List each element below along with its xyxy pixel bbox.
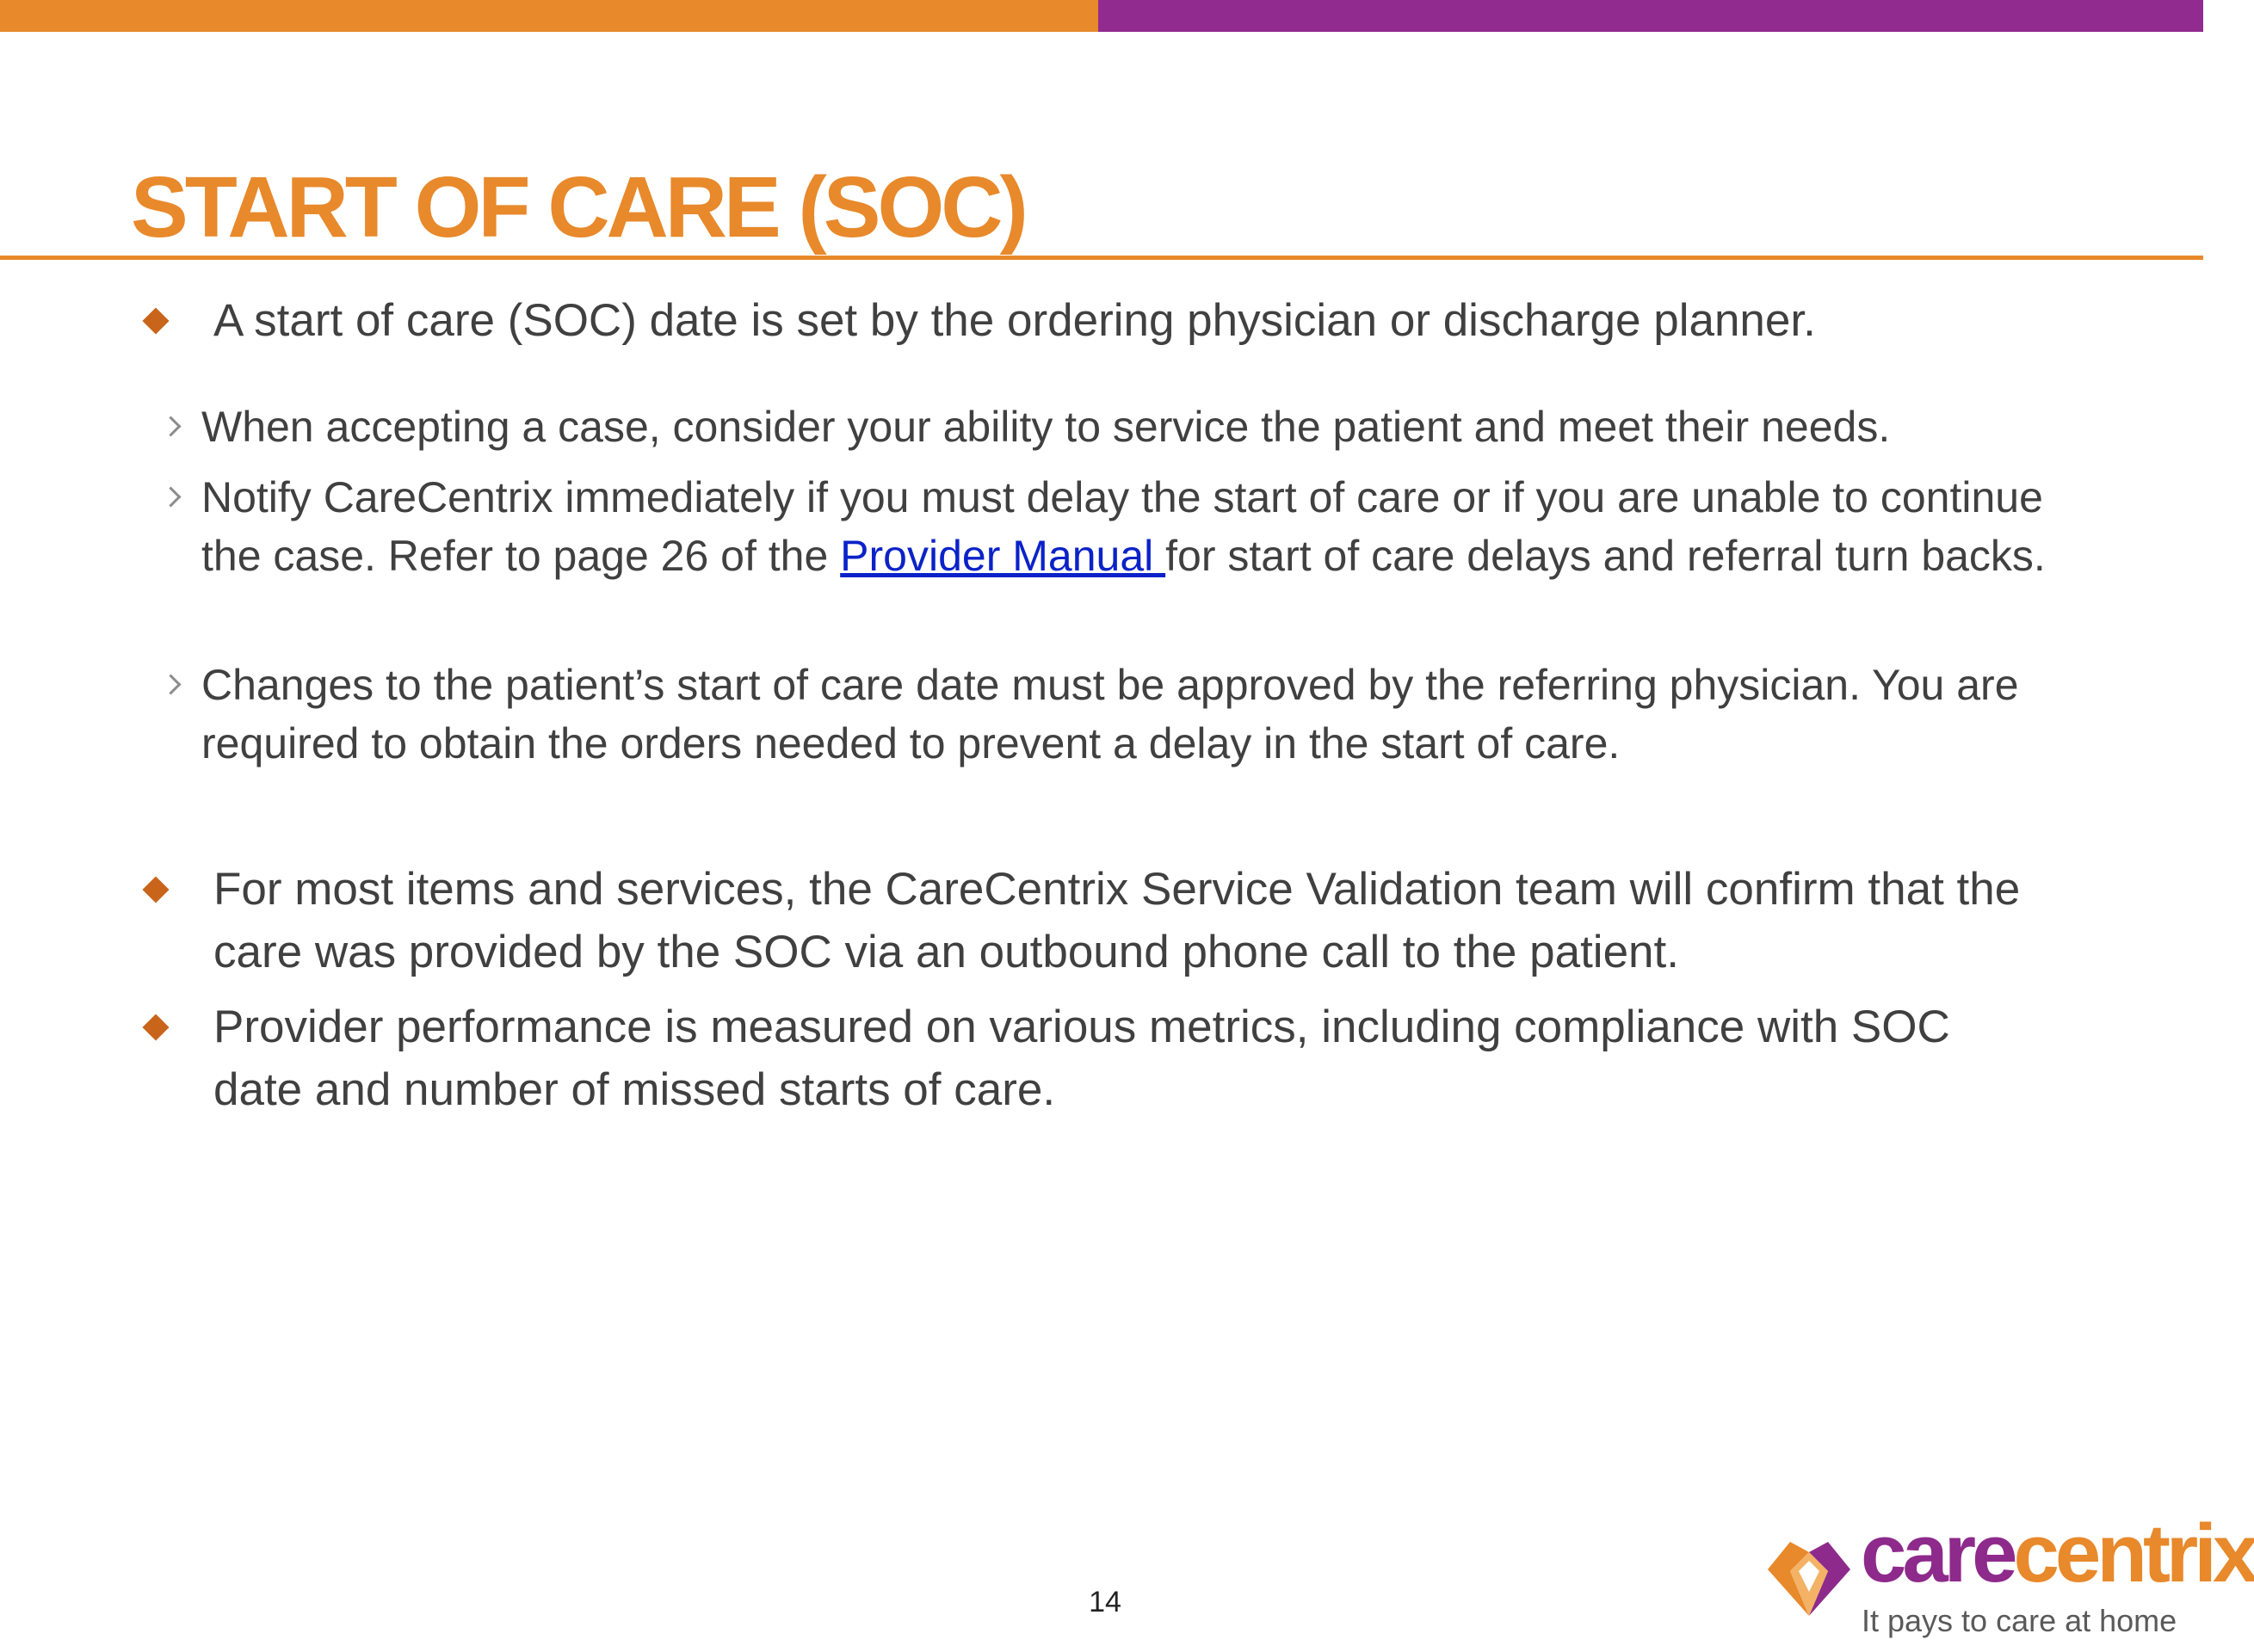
bullet-diamond-icon [142,1014,169,1040]
chevron-right-icon [160,674,181,694]
sub-bullet-1-text: When accepting a case, consider your ability to service the patient and meet their needs. [201,403,1891,451]
slide-title: START OF CARE (SOC) [131,159,1025,256]
bullet-1-text: A start of care (SOC) date is set by the ordering physician or discharge planner. [213,295,1816,346]
logo-tagline: It pays to care at home [1862,1603,2177,1638]
chevron-right-icon [160,416,181,436]
logo-wordmark [1861,1507,2254,1600]
logo-word-care: care [1861,1507,2014,1600]
bullet-2-text: For most items and services, the CareCentrix Service Validation team will confirm that the care was provided by the SOC via an outbound phone call to the patient. [213,864,2021,977]
bullet-3-text: Provider performance is measured on various metrics, including compliance with SOC date and number of missed starts of care. [213,1002,1950,1115]
chevron-right-icon [160,486,181,507]
bullet-diamond-icon [142,876,169,903]
top-bar-orange-segment [0,0,1098,32]
top-bar-purple-segment [1098,0,2203,32]
sub-bullet-2-text [201,468,2052,585]
carecentrix-logo-mark-icon [1764,1537,1854,1631]
bullet-diamond-icon [142,307,169,334]
sub-bullet-3-text: Changes to the patient’s start of care date must be approved by the referring physician. You are required to obtain the orders needed to prevent a delay in the start of care. [201,661,2019,767]
title-underline [0,256,2203,260]
provider-manual-link[interactable]: Provider Manual [840,532,1166,580]
sub-bullet-2-text-after: for start of care delays and referral turn backs. [1165,532,2046,580]
sub-bullet-2-text-before: Notify CareCentrix immediately if you must delay the start of care or if you are unable to continue the case. Refer to page 26 of the [201,473,2043,580]
logo-word-centrix: centrix [2013,1507,2254,1600]
top-accent-bar [0,0,2203,32]
carecentrix-logo [1764,1507,2254,1645]
page-number: 14 [1089,1586,1121,1618]
